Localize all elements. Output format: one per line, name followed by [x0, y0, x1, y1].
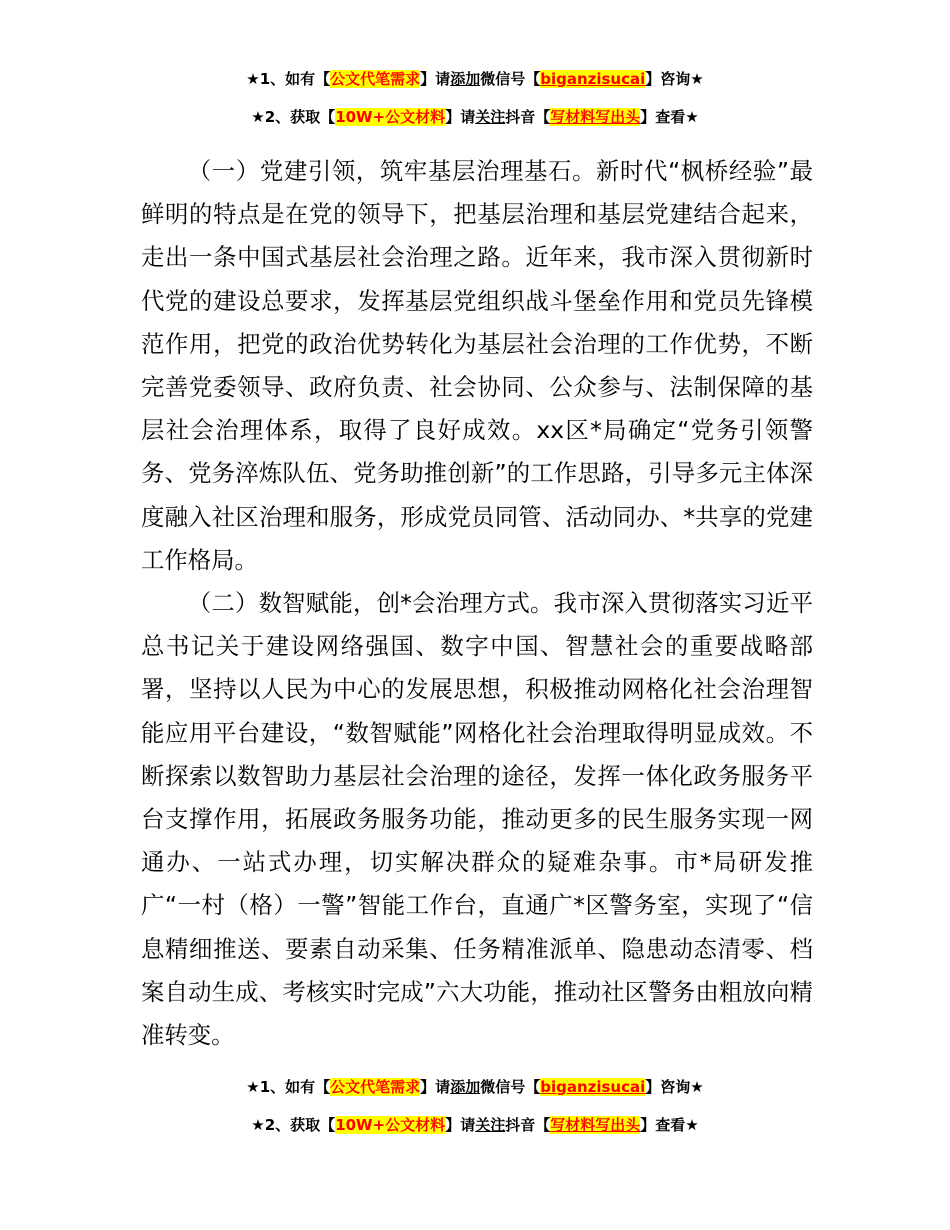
paragraph-party-building: （一）党建引领，筑牢基层治理基石。新时代“枫桥经验”最鲜明的特点是在党的领导下，把基层治理和基层党建结合起来，走出一条中国式基层社会治理之路。近年来，我市深入贯彻新时代党的建设总要求，发挥基层党组织战斗堡垒作用和党员先锋模范作用，把党的政治优势转化为基层社会治理的工作优势，不断完善党委领导、政府负责、社会协同、公众参与、法制保障的基层社会治理体系，取得了良好成效。xx区*局确定“党务引领警务、党务淬炼队伍、党务助推创新”的工作思路，引导多元主体深度融入社区治理和服务，形成党员同管、活动同办、*共享的党建工作格局。	[141, 157, 813, 574]
top-banner-line-1	[0, 69, 950, 89]
document-body	[141, 150, 813, 1057]
top-banner-line-2	[0, 107, 950, 127]
banner-emphasis: 添加	[450, 70, 481, 88]
banner-text: 】请	[420, 1078, 451, 1096]
banner-text: 】咨询★	[645, 70, 704, 88]
banner-text: 】请	[445, 1116, 476, 1134]
banner-text: 】请	[445, 108, 476, 126]
banner-text: 】请	[420, 70, 451, 88]
banner-highlight-douyin: 写材料写出头	[550, 108, 641, 126]
banner-text: 抖音【	[505, 1116, 551, 1134]
banner-highlight: 10W+公文材料	[335, 1116, 446, 1134]
banner-text: 】查看★	[640, 1116, 699, 1134]
banner-highlight-wechat-id: biganzisucai	[540, 70, 646, 88]
banner-highlight: 公文代笔需求	[330, 70, 421, 88]
banner-text: 微信号【	[480, 1078, 541, 1096]
banner-highlight: 公文代笔需求	[330, 1078, 421, 1096]
banner-text: ★2、获取【	[251, 108, 336, 126]
banner-text: ★1、如有【	[246, 70, 331, 88]
bottom-banner-line-2	[0, 1115, 950, 1135]
banner-text: 微信号【	[480, 70, 541, 88]
banner-text: 】查看★	[640, 108, 699, 126]
banner-emphasis: 关注	[475, 1116, 506, 1134]
banner-text: ★1、如有【	[246, 1078, 331, 1096]
banner-text: 抖音【	[505, 108, 551, 126]
banner-emphasis: 关注	[475, 108, 506, 126]
banner-text: ★2、获取【	[251, 1116, 336, 1134]
bottom-banner-line-1	[0, 1077, 950, 1097]
banner-highlight-douyin: 写材料写出头	[550, 1116, 641, 1134]
banner-text: 】咨询★	[645, 1078, 704, 1096]
banner-highlight-wechat-id: biganzisucai	[540, 1078, 646, 1096]
banner-highlight: 10W+公文材料	[335, 108, 446, 126]
banner-emphasis: 添加	[450, 1078, 481, 1096]
paragraph-digital-empowerment: （二）数智赋能，创*会治理方式。我市深入贯彻落实习近平总书记关于建设网络强国、数字中国、智慧社会的重要战略部署，坚持以人民为中心的发展思想，积极推动网格化社会治理智能应用平台建设，“数智赋能”网格化社会治理取得明显成效。不断探索以数智助力基层社会治理的途径，发挥一体化政务服务平台支撑作用，拓展政务服务功能，推动更多的民生服务实现一网通办、一站式办理，切实解决群众的疑难杂事。市*局研发推广“一村（格）一警”智能工作台，直通广*区警务室，实现了“信息精细推送、要素自动采集、任务精准派单、隐患动态清零、档案自动生成、考核实时完成”六大功能，推动社区警务由粗放向精准转变。	[141, 589, 813, 1050]
